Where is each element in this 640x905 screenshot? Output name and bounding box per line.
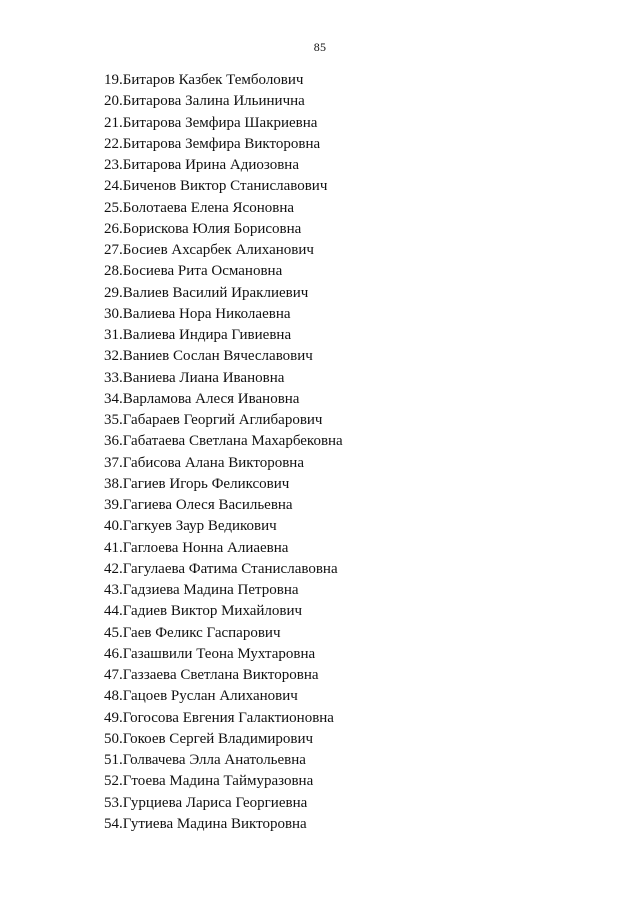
list-item: 24.Биченов Виктор Станиславович: [104, 178, 328, 195]
list-item: 54.Гутиева Мадина Викторовна: [104, 815, 307, 832]
list-item: 53.Гурциева Лариса Георгиевна: [104, 794, 308, 811]
list-item: 44.Гадиев Виктор Михайлович: [104, 603, 303, 620]
list-item: 32.Ваниев Сослан Вячеславович: [104, 348, 313, 365]
list-item: 28.Босиева Рита Османовна: [104, 263, 283, 280]
list-item: 25.Болотаева Елена Ясоновна: [104, 199, 294, 216]
list-item: 43.Гадзиева Мадина Петровна: [104, 582, 299, 598]
list-item: 40.Гагкуев Заур Ведикович: [104, 518, 277, 535]
list-item: 21.Битарова Земфира Шакриевна: [104, 114, 318, 131]
list-item: 19.Битаров Казбек Темболович: [104, 72, 304, 88]
list-item: 20.Битарова Залина Ильинична: [104, 93, 305, 110]
list-item: 33.Ваниева Лиана Ивановна: [104, 369, 285, 386]
list-item: 50.Гокоев Сергей Владимирович: [104, 730, 314, 747]
list-item: 41.Гаглоева Нонна Алиаевна: [104, 539, 289, 556]
list-item: 31.Валиева Индира Гивиевна: [104, 327, 292, 343]
list-item: 48.Гацоев Руслан Алиханович: [104, 688, 298, 705]
page-number: 85: [313, 40, 327, 54]
name-list: [104, 70, 343, 835]
list-item: 22.Битарова Земфира Викторовна: [104, 135, 321, 152]
list-item: 49.Гогосова Евгения Галактионовна: [104, 709, 334, 726]
list-item: 51.Голвачева Элла Анатольевна: [104, 752, 306, 768]
list-item: 47.Газзаева Светлана Викторовна: [104, 667, 319, 683]
list-item: 30.Валиева Нора Николаевна: [104, 305, 291, 322]
list-item: 27.Босиев Ахсарбек Алиханович: [104, 242, 314, 258]
list-item: 42.Гагулаева Фатима Станиславовна: [104, 560, 338, 577]
list-item: 45.Гаев Феликс Гаспарович: [104, 624, 281, 641]
list-item: 23.Битарова Ирина Адиозовна: [104, 157, 299, 173]
list-item: 46.Газашвили Теона Мухтаровна: [104, 645, 316, 662]
list-item: 35.Габараев Георгий Аглибарович: [104, 412, 323, 428]
list-item: 38.Гагиев Игорь Феликсович: [104, 475, 290, 492]
list-item: 26.Борискова Юлия Борисовна: [104, 220, 302, 237]
list-item: 52.Гтоева Мадина Таймуразовна: [104, 773, 314, 790]
list-item: 36.Габатаева Светлана Махарбековна: [104, 433, 343, 450]
list-item: 34.Варламова Алеся Ивановна: [104, 390, 300, 407]
list-item: 39.Гагиева Олеся Васильевна: [104, 497, 293, 513]
list-item: 37.Габисова Алана Викторовна: [104, 454, 304, 471]
list-item: 29.Валиев Василий Ираклиевич: [104, 284, 309, 301]
